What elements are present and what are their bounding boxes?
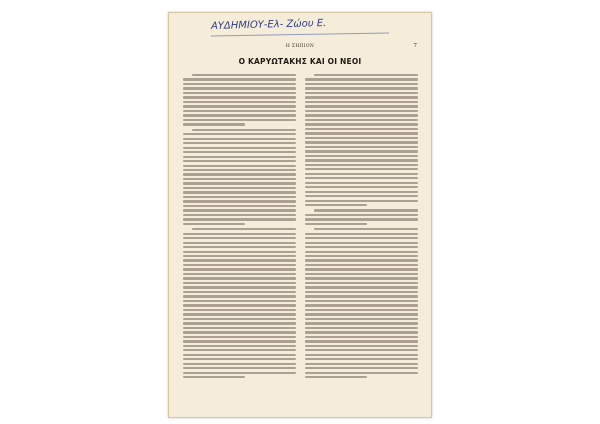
text-line	[305, 295, 418, 297]
text-line	[305, 286, 418, 288]
text-line	[305, 223, 367, 225]
text-line	[305, 349, 418, 351]
text-line	[305, 123, 418, 125]
text-line	[183, 251, 296, 253]
text-line	[183, 178, 296, 180]
text-line	[305, 268, 418, 270]
text-line	[183, 233, 296, 235]
text-line	[305, 155, 418, 157]
text-line	[183, 340, 296, 342]
text-line	[305, 282, 418, 284]
text-line	[183, 196, 296, 198]
text-line	[192, 129, 296, 131]
text-line	[183, 358, 296, 360]
text-line	[183, 165, 296, 167]
text-line	[305, 376, 367, 378]
text-line	[183, 336, 296, 338]
text-line	[183, 110, 296, 112]
text-line	[183, 173, 296, 175]
text-line	[183, 327, 296, 329]
text-line	[305, 105, 418, 107]
text-line	[314, 228, 418, 230]
article-column-left	[183, 74, 296, 381]
text-line	[305, 237, 418, 239]
text-line	[305, 363, 418, 365]
text-line	[305, 354, 418, 356]
text-line	[314, 74, 418, 76]
text-line	[183, 242, 296, 244]
text-line	[305, 218, 418, 220]
text-line	[305, 146, 418, 148]
text-line	[183, 119, 296, 121]
text-line	[183, 277, 296, 279]
text-line	[183, 209, 296, 211]
text-line	[305, 277, 418, 279]
text-line	[183, 142, 296, 144]
text-line	[183, 200, 296, 202]
text-line	[183, 282, 296, 284]
text-line	[305, 309, 418, 311]
text-line	[183, 291, 296, 293]
text-line	[305, 128, 418, 130]
text-line	[305, 137, 418, 139]
text-line	[305, 92, 418, 94]
text-line	[183, 114, 296, 116]
text-line	[183, 313, 296, 315]
text-line	[305, 119, 418, 121]
text-line	[183, 309, 296, 311]
text-line	[305, 318, 418, 320]
text-line	[305, 173, 418, 175]
text-line	[305, 358, 418, 360]
text-line	[305, 159, 418, 161]
text-line	[305, 204, 367, 206]
text-line	[183, 331, 296, 333]
text-line	[305, 300, 418, 302]
article-title: Ο ΚΑΡΥΩΤΑΚΗΣ ΚΑΙ ΟΙ ΝΕΟΙ	[238, 57, 362, 66]
text-line	[305, 177, 418, 179]
text-line	[183, 237, 296, 239]
text-line	[305, 141, 418, 143]
text-line	[183, 96, 296, 98]
text-line	[183, 300, 296, 302]
text-line	[183, 78, 296, 80]
text-line	[183, 160, 296, 162]
text-line	[183, 363, 296, 365]
text-line	[192, 228, 296, 230]
text-line	[183, 187, 296, 189]
text-line	[183, 83, 296, 85]
text-line	[305, 264, 418, 266]
text-line	[305, 150, 418, 152]
text-line	[305, 242, 418, 244]
text-line	[183, 218, 296, 220]
text-line	[305, 259, 418, 261]
text-line	[305, 114, 418, 116]
text-line	[305, 246, 418, 248]
text-line	[183, 182, 296, 184]
text-line	[305, 367, 418, 369]
text-line	[183, 151, 296, 153]
text-line	[305, 195, 418, 197]
text-line	[305, 168, 418, 170]
handwritten-annotation: ΑΥΔΗΜΙΟΥ-Ελ- Ζώου Ε.	[210, 17, 327, 32]
text-line	[305, 273, 418, 275]
text-line	[183, 376, 245, 378]
text-line	[183, 295, 296, 297]
text-line	[183, 101, 296, 103]
article-column-right	[305, 74, 418, 381]
text-line	[305, 304, 418, 306]
text-line	[305, 132, 418, 134]
text-line	[305, 186, 418, 188]
text-line	[183, 304, 296, 306]
text-line	[305, 87, 418, 89]
text-line	[305, 164, 418, 166]
text-line	[305, 78, 418, 80]
page-number: 7	[413, 43, 417, 49]
text-line	[305, 214, 418, 216]
text-line	[305, 291, 418, 293]
text-line	[183, 223, 245, 225]
text-line	[305, 251, 418, 253]
text-line	[305, 255, 418, 257]
text-line	[183, 92, 296, 94]
text-line	[183, 87, 296, 89]
text-line	[305, 191, 418, 193]
text-line	[305, 101, 418, 103]
text-line	[305, 322, 418, 324]
text-line	[305, 345, 418, 347]
text-line	[183, 123, 245, 125]
text-line	[183, 156, 296, 158]
text-line	[314, 209, 418, 211]
text-line	[183, 264, 296, 266]
text-line	[183, 273, 296, 275]
text-line	[305, 372, 418, 374]
running-header: Η ΣΗΠΙΟΝ	[285, 44, 315, 49]
text-line	[192, 74, 296, 76]
text-line	[183, 214, 296, 216]
text-line	[183, 349, 296, 351]
text-line	[183, 147, 296, 149]
text-line	[305, 200, 418, 202]
text-line	[183, 318, 296, 320]
text-line	[183, 138, 296, 140]
text-line	[305, 340, 418, 342]
text-line	[183, 205, 296, 207]
magazine-page	[168, 12, 432, 418]
text-line	[305, 327, 418, 329]
text-line	[305, 83, 418, 85]
text-line	[305, 313, 418, 315]
text-line	[183, 133, 296, 135]
text-line	[183, 367, 296, 369]
text-line	[183, 322, 296, 324]
text-line	[183, 268, 296, 270]
text-line	[305, 96, 418, 98]
text-line	[305, 233, 418, 235]
text-line	[183, 345, 296, 347]
text-line	[183, 105, 296, 107]
text-line	[183, 259, 296, 261]
text-line	[305, 110, 418, 112]
text-line	[183, 372, 296, 374]
text-line	[183, 191, 296, 193]
text-line	[183, 246, 296, 248]
text-line	[183, 354, 296, 356]
text-line	[183, 286, 296, 288]
text-line	[183, 255, 296, 257]
handwritten-underline	[211, 32, 389, 36]
text-line	[305, 182, 418, 184]
text-line	[305, 331, 418, 333]
text-line	[183, 169, 296, 171]
text-line	[305, 336, 418, 338]
